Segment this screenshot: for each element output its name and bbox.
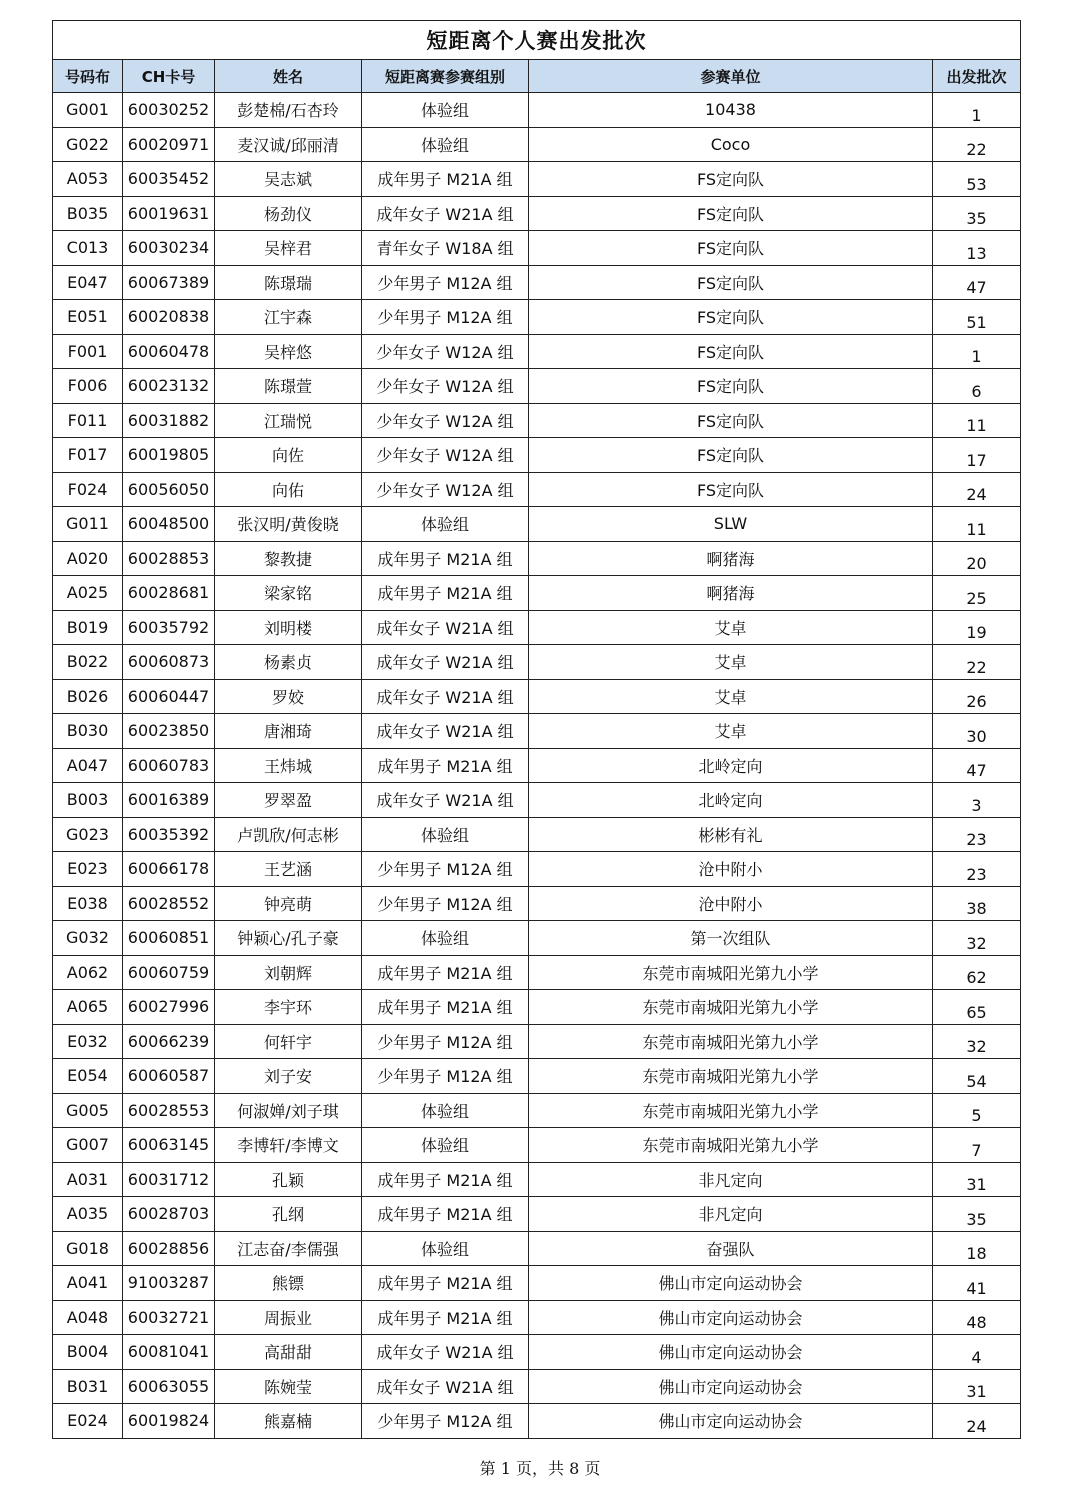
ch-card-cell: 60028853 <box>123 541 215 576</box>
group-cell: 体验组 <box>362 1093 529 1128</box>
ch-card-cell: 60060478 <box>123 334 215 369</box>
bib-cell: B004 <box>53 1335 123 1370</box>
bib-cell: A065 <box>53 990 123 1025</box>
group-cell: 少年男子 M12A 组 <box>362 1404 529 1439</box>
bib-cell: G032 <box>53 921 123 956</box>
table-row <box>53 576 1021 611</box>
bib-cell: B019 <box>53 610 123 645</box>
group-cell: 体验组 <box>362 1128 529 1163</box>
ch-card-cell: 60031882 <box>123 403 215 438</box>
group-cell: 成年女子 W21A 组 <box>362 679 529 714</box>
name-cell: 陈璟瑞 <box>215 265 362 300</box>
unit-cell: FS定向队 <box>529 265 933 300</box>
bib-cell: B026 <box>53 679 123 714</box>
ch-card-cell: 60019824 <box>123 1404 215 1439</box>
group-cell: 成年女子 W21A 组 <box>362 196 529 231</box>
unit-cell: FS定向队 <box>529 334 933 369</box>
batch-cell: 41 <box>933 1266 1021 1301</box>
group-cell: 体验组 <box>362 921 529 956</box>
table-row <box>53 196 1021 231</box>
unit-cell: 10438 <box>529 93 933 128</box>
ch-card-cell: 60028553 <box>123 1093 215 1128</box>
group-cell: 体验组 <box>362 127 529 162</box>
batch-cell: 18 <box>933 1231 1021 1266</box>
group-cell: 成年男子 M21A 组 <box>362 576 529 611</box>
ch-card-cell: 60028552 <box>123 886 215 921</box>
name-cell: 孔纲 <box>215 1197 362 1232</box>
table-row <box>53 679 1021 714</box>
header-bib: 号码布 <box>53 60 123 93</box>
batch-cell: 54 <box>933 1059 1021 1094</box>
unit-cell: 奋强队 <box>529 1231 933 1266</box>
bib-cell: G005 <box>53 1093 123 1128</box>
table-row <box>53 886 1021 921</box>
ch-card-cell: 60020838 <box>123 300 215 335</box>
group-cell: 成年女子 W21A 组 <box>362 783 529 818</box>
group-cell: 成年男子 M21A 组 <box>362 162 529 197</box>
ch-card-cell: 60030252 <box>123 93 215 128</box>
table-row <box>53 783 1021 818</box>
table-title: 短距离个人赛出发批次 <box>53 21 1021 60</box>
bib-cell: G022 <box>53 127 123 162</box>
group-cell: 少年男子 M12A 组 <box>362 852 529 887</box>
header-row <box>53 60 1021 93</box>
group-cell: 成年男子 M21A 组 <box>362 541 529 576</box>
table-row <box>53 507 1021 542</box>
group-cell: 少年女子 W12A 组 <box>362 472 529 507</box>
name-cell: 江志奋/李儒强 <box>215 1231 362 1266</box>
unit-cell: 艾卓 <box>529 645 933 680</box>
ch-card-cell: 60031712 <box>123 1162 215 1197</box>
table-row <box>53 1059 1021 1094</box>
bib-cell: A053 <box>53 162 123 197</box>
name-cell: 熊镖 <box>215 1266 362 1301</box>
batch-cell: 3 <box>933 783 1021 818</box>
unit-cell: 东莞市南城阳光第九小学 <box>529 1128 933 1163</box>
name-cell: 向佐 <box>215 438 362 473</box>
table-row <box>53 231 1021 266</box>
ch-card-cell: 60035792 <box>123 610 215 645</box>
unit-cell: 艾卓 <box>529 610 933 645</box>
ch-card-cell: 60081041 <box>123 1335 215 1370</box>
group-cell: 成年女子 W21A 组 <box>362 1335 529 1370</box>
unit-cell: 东莞市南城阳光第九小学 <box>529 1093 933 1128</box>
unit-cell: 啊猪海 <box>529 576 933 611</box>
batch-cell: 22 <box>933 645 1021 680</box>
name-cell: 吴梓君 <box>215 231 362 266</box>
group-cell: 成年女子 W21A 组 <box>362 714 529 749</box>
unit-cell: 北岭定向 <box>529 783 933 818</box>
batch-cell: 30 <box>933 714 1021 749</box>
batch-cell: 7 <box>933 1128 1021 1163</box>
name-cell: 杨素贞 <box>215 645 362 680</box>
name-cell: 杨劲仪 <box>215 196 362 231</box>
bib-cell: B031 <box>53 1369 123 1404</box>
bib-cell: E051 <box>53 300 123 335</box>
batch-cell: 35 <box>933 1197 1021 1232</box>
bib-cell: F011 <box>53 403 123 438</box>
unit-cell: 东莞市南城阳光第九小学 <box>529 990 933 1025</box>
group-cell: 成年女子 W21A 组 <box>362 610 529 645</box>
ch-card-cell: 60060851 <box>123 921 215 956</box>
group-cell: 成年女子 W21A 组 <box>362 645 529 680</box>
table-row <box>53 748 1021 783</box>
unit-cell: FS定向队 <box>529 231 933 266</box>
bib-cell: F001 <box>53 334 123 369</box>
group-cell: 少年男子 M12A 组 <box>362 1059 529 1094</box>
unit-cell: SLW <box>529 507 933 542</box>
table-row <box>53 817 1021 852</box>
header-batch: 出发批次 <box>933 60 1021 93</box>
batch-cell: 32 <box>933 921 1021 956</box>
batch-cell: 1 <box>933 93 1021 128</box>
batch-cell: 22 <box>933 127 1021 162</box>
batch-cell: 17 <box>933 438 1021 473</box>
ch-card-cell: 60063055 <box>123 1369 215 1404</box>
name-cell: 彭楚棉/石杏玲 <box>215 93 362 128</box>
table-row <box>53 541 1021 576</box>
batch-cell: 47 <box>933 265 1021 300</box>
batch-cell: 47 <box>933 748 1021 783</box>
batch-cell: 35 <box>933 196 1021 231</box>
name-cell: 陈婉莹 <box>215 1369 362 1404</box>
name-cell: 罗姣 <box>215 679 362 714</box>
ch-card-cell: 60035452 <box>123 162 215 197</box>
table-row <box>53 1404 1021 1439</box>
batch-cell: 53 <box>933 162 1021 197</box>
group-cell: 体验组 <box>362 93 529 128</box>
table-row <box>53 714 1021 749</box>
group-cell: 体验组 <box>362 1231 529 1266</box>
group-cell: 成年男子 M21A 组 <box>362 1266 529 1301</box>
ch-card-cell: 60060873 <box>123 645 215 680</box>
bib-cell: C013 <box>53 231 123 266</box>
unit-cell: 艾卓 <box>529 679 933 714</box>
table-row <box>53 990 1021 1025</box>
batch-cell: 31 <box>933 1369 1021 1404</box>
ch-card-cell: 60060447 <box>123 679 215 714</box>
name-cell: 梁家铭 <box>215 576 362 611</box>
ch-card-cell: 60027996 <box>123 990 215 1025</box>
batch-cell: 24 <box>933 472 1021 507</box>
batch-cell: 11 <box>933 403 1021 438</box>
unit-cell: 艾卓 <box>529 714 933 749</box>
batch-cell: 65 <box>933 990 1021 1025</box>
header-ch-card: CH卡号 <box>123 60 215 93</box>
ch-card-cell: 91003287 <box>123 1266 215 1301</box>
table-row <box>53 1128 1021 1163</box>
name-cell: 黎教捷 <box>215 541 362 576</box>
name-cell: 刘子安 <box>215 1059 362 1094</box>
ch-card-cell: 60016389 <box>123 783 215 818</box>
bib-cell: E024 <box>53 1404 123 1439</box>
unit-cell: 彬彬有礼 <box>529 817 933 852</box>
ch-card-cell: 60028856 <box>123 1231 215 1266</box>
name-cell: 何淑婵/刘子琪 <box>215 1093 362 1128</box>
name-cell: 熊嘉楠 <box>215 1404 362 1439</box>
batch-cell: 62 <box>933 955 1021 990</box>
unit-cell: FS定向队 <box>529 300 933 335</box>
group-cell: 少年男子 M12A 组 <box>362 300 529 335</box>
table-row <box>53 472 1021 507</box>
unit-cell: FS定向队 <box>529 438 933 473</box>
table-row <box>53 610 1021 645</box>
unit-cell: 啊猪海 <box>529 541 933 576</box>
bib-cell: B030 <box>53 714 123 749</box>
group-cell: 少年男子 M12A 组 <box>362 886 529 921</box>
batch-cell: 23 <box>933 817 1021 852</box>
group-cell: 体验组 <box>362 507 529 542</box>
ch-card-cell: 60063145 <box>123 1128 215 1163</box>
group-cell: 成年男子 M21A 组 <box>362 1162 529 1197</box>
ch-card-cell: 60019631 <box>123 196 215 231</box>
name-cell: 李宇环 <box>215 990 362 1025</box>
ch-card-cell: 60060783 <box>123 748 215 783</box>
name-cell: 刘明楼 <box>215 610 362 645</box>
table-row <box>53 1300 1021 1335</box>
unit-cell: 佛山市定向运动协会 <box>529 1266 933 1301</box>
batch-cell: 48 <box>933 1300 1021 1335</box>
table-row <box>53 1197 1021 1232</box>
start-batch-table <box>52 20 1021 1439</box>
bib-cell: F017 <box>53 438 123 473</box>
group-cell: 成年男子 M21A 组 <box>362 990 529 1025</box>
bib-cell: A031 <box>53 1162 123 1197</box>
group-cell: 成年男子 M21A 组 <box>362 955 529 990</box>
batch-cell: 51 <box>933 300 1021 335</box>
ch-card-cell: 60060759 <box>123 955 215 990</box>
bib-cell: G011 <box>53 507 123 542</box>
batch-cell: 6 <box>933 369 1021 404</box>
bib-cell: F006 <box>53 369 123 404</box>
name-cell: 王炜城 <box>215 748 362 783</box>
name-cell: 钟亮萌 <box>215 886 362 921</box>
unit-cell: FS定向队 <box>529 472 933 507</box>
group-cell: 体验组 <box>362 817 529 852</box>
bib-cell: E032 <box>53 1024 123 1059</box>
group-cell: 少年女子 W12A 组 <box>362 403 529 438</box>
name-cell: 陈璟萱 <box>215 369 362 404</box>
batch-cell: 23 <box>933 852 1021 887</box>
group-cell: 成年女子 W21A 组 <box>362 1369 529 1404</box>
batch-cell: 38 <box>933 886 1021 921</box>
batch-cell: 19 <box>933 610 1021 645</box>
table-row <box>53 369 1021 404</box>
name-cell: 孔颖 <box>215 1162 362 1197</box>
table-row <box>53 1024 1021 1059</box>
table-row <box>53 852 1021 887</box>
table-row <box>53 1369 1021 1404</box>
name-cell: 周振业 <box>215 1300 362 1335</box>
group-cell: 少年女子 W12A 组 <box>362 369 529 404</box>
bib-cell: G007 <box>53 1128 123 1163</box>
table-row <box>53 955 1021 990</box>
ch-card-cell: 60019805 <box>123 438 215 473</box>
unit-cell: 佛山市定向运动协会 <box>529 1404 933 1439</box>
batch-cell: 24 <box>933 1404 1021 1439</box>
name-cell: 江宇森 <box>215 300 362 335</box>
table-row <box>53 921 1021 956</box>
table-row <box>53 645 1021 680</box>
group-cell: 少年男子 M12A 组 <box>362 1024 529 1059</box>
bib-cell: B003 <box>53 783 123 818</box>
batch-cell: 20 <box>933 541 1021 576</box>
name-cell: 何轩宇 <box>215 1024 362 1059</box>
ch-card-cell: 60035392 <box>123 817 215 852</box>
group-cell: 青年女子 W18A 组 <box>362 231 529 266</box>
unit-cell: 非凡定向 <box>529 1162 933 1197</box>
table-row <box>53 93 1021 128</box>
name-cell: 张汉明/黄俊晓 <box>215 507 362 542</box>
group-cell: 成年男子 M21A 组 <box>362 748 529 783</box>
group-cell: 成年男子 M21A 组 <box>362 1197 529 1232</box>
name-cell: 王艺涵 <box>215 852 362 887</box>
ch-card-cell: 60048500 <box>123 507 215 542</box>
bib-cell: A025 <box>53 576 123 611</box>
page-footer: 第 1 页，共 8 页 <box>479 1459 601 1478</box>
bib-cell: A041 <box>53 1266 123 1301</box>
group-cell: 成年男子 M21A 组 <box>362 1300 529 1335</box>
bib-cell: A047 <box>53 748 123 783</box>
table-row <box>53 1162 1021 1197</box>
bib-cell: E047 <box>53 265 123 300</box>
unit-cell: FS定向队 <box>529 403 933 438</box>
bib-cell: B022 <box>53 645 123 680</box>
header-group: 短距离赛参赛组别 <box>362 60 529 93</box>
unit-cell: 东莞市南城阳光第九小学 <box>529 1024 933 1059</box>
name-cell: 李博轩/李博文 <box>215 1128 362 1163</box>
unit-cell: 沧中附小 <box>529 852 933 887</box>
table-row <box>53 1266 1021 1301</box>
table-row <box>53 403 1021 438</box>
ch-card-cell: 60023850 <box>123 714 215 749</box>
bib-cell: A048 <box>53 1300 123 1335</box>
table-row <box>53 1231 1021 1266</box>
batch-cell: 13 <box>933 231 1021 266</box>
unit-cell: FS定向队 <box>529 196 933 231</box>
table-row <box>53 438 1021 473</box>
name-cell: 刘朝辉 <box>215 955 362 990</box>
batch-cell: 26 <box>933 679 1021 714</box>
table-row <box>53 127 1021 162</box>
table-row <box>53 300 1021 335</box>
unit-cell: 佛山市定向运动协会 <box>529 1369 933 1404</box>
bib-cell: A035 <box>53 1197 123 1232</box>
header-unit: 参赛单位 <box>529 60 933 93</box>
bib-cell: E038 <box>53 886 123 921</box>
unit-cell: 北岭定向 <box>529 748 933 783</box>
name-cell: 麦汉诚/邱丽清 <box>215 127 362 162</box>
ch-card-cell: 60066239 <box>123 1024 215 1059</box>
bib-cell: E054 <box>53 1059 123 1094</box>
batch-cell: 11 <box>933 507 1021 542</box>
unit-cell: 非凡定向 <box>529 1197 933 1232</box>
unit-cell: 第一次组队 <box>529 921 933 956</box>
unit-cell: 东莞市南城阳光第九小学 <box>529 1059 933 1094</box>
name-cell: 吴志斌 <box>215 162 362 197</box>
table-row <box>53 334 1021 369</box>
ch-card-cell: 60067389 <box>123 265 215 300</box>
name-cell: 向佑 <box>215 472 362 507</box>
name-cell: 卢凯欣/何志彬 <box>215 817 362 852</box>
name-cell: 江瑞悦 <box>215 403 362 438</box>
bib-cell: A020 <box>53 541 123 576</box>
ch-card-cell: 60030234 <box>123 231 215 266</box>
bib-cell: E023 <box>53 852 123 887</box>
unit-cell: 东莞市南城阳光第九小学 <box>529 955 933 990</box>
unit-cell: 佛山市定向运动协会 <box>529 1335 933 1370</box>
bib-cell: A062 <box>53 955 123 990</box>
ch-card-cell: 60028703 <box>123 1197 215 1232</box>
group-cell: 少年男子 M12A 组 <box>362 265 529 300</box>
unit-cell: 佛山市定向运动协会 <box>529 1300 933 1335</box>
unit-cell: 沧中附小 <box>529 886 933 921</box>
name-cell: 吴梓悠 <box>215 334 362 369</box>
name-cell: 唐湘琦 <box>215 714 362 749</box>
unit-cell: FS定向队 <box>529 369 933 404</box>
bib-cell: F024 <box>53 472 123 507</box>
unit-cell: Coco <box>529 127 933 162</box>
ch-card-cell: 60060587 <box>123 1059 215 1094</box>
table-row <box>53 1093 1021 1128</box>
batch-cell: 4 <box>933 1335 1021 1370</box>
name-cell: 钟颖心/孔子豪 <box>215 921 362 956</box>
table-row <box>53 1335 1021 1370</box>
ch-card-cell: 60056050 <box>123 472 215 507</box>
unit-cell: FS定向队 <box>529 162 933 197</box>
table-row <box>53 265 1021 300</box>
bib-cell: G018 <box>53 1231 123 1266</box>
batch-cell: 5 <box>933 1093 1021 1128</box>
batch-cell: 1 <box>933 334 1021 369</box>
ch-card-cell: 60028681 <box>123 576 215 611</box>
batch-cell: 31 <box>933 1162 1021 1197</box>
ch-card-cell: 60020971 <box>123 127 215 162</box>
bib-cell: B035 <box>53 196 123 231</box>
name-cell: 罗翠盈 <box>215 783 362 818</box>
header-name: 姓名 <box>215 60 362 93</box>
bib-cell: G001 <box>53 93 123 128</box>
ch-card-cell: 60032721 <box>123 1300 215 1335</box>
ch-card-cell: 60066178 <box>123 852 215 887</box>
table-row <box>53 162 1021 197</box>
batch-cell: 25 <box>933 576 1021 611</box>
group-cell: 少年女子 W12A 组 <box>362 438 529 473</box>
bib-cell: G023 <box>53 817 123 852</box>
name-cell: 高甜甜 <box>215 1335 362 1370</box>
ch-card-cell: 60023132 <box>123 369 215 404</box>
group-cell: 少年女子 W12A 组 <box>362 334 529 369</box>
batch-cell: 32 <box>933 1024 1021 1059</box>
